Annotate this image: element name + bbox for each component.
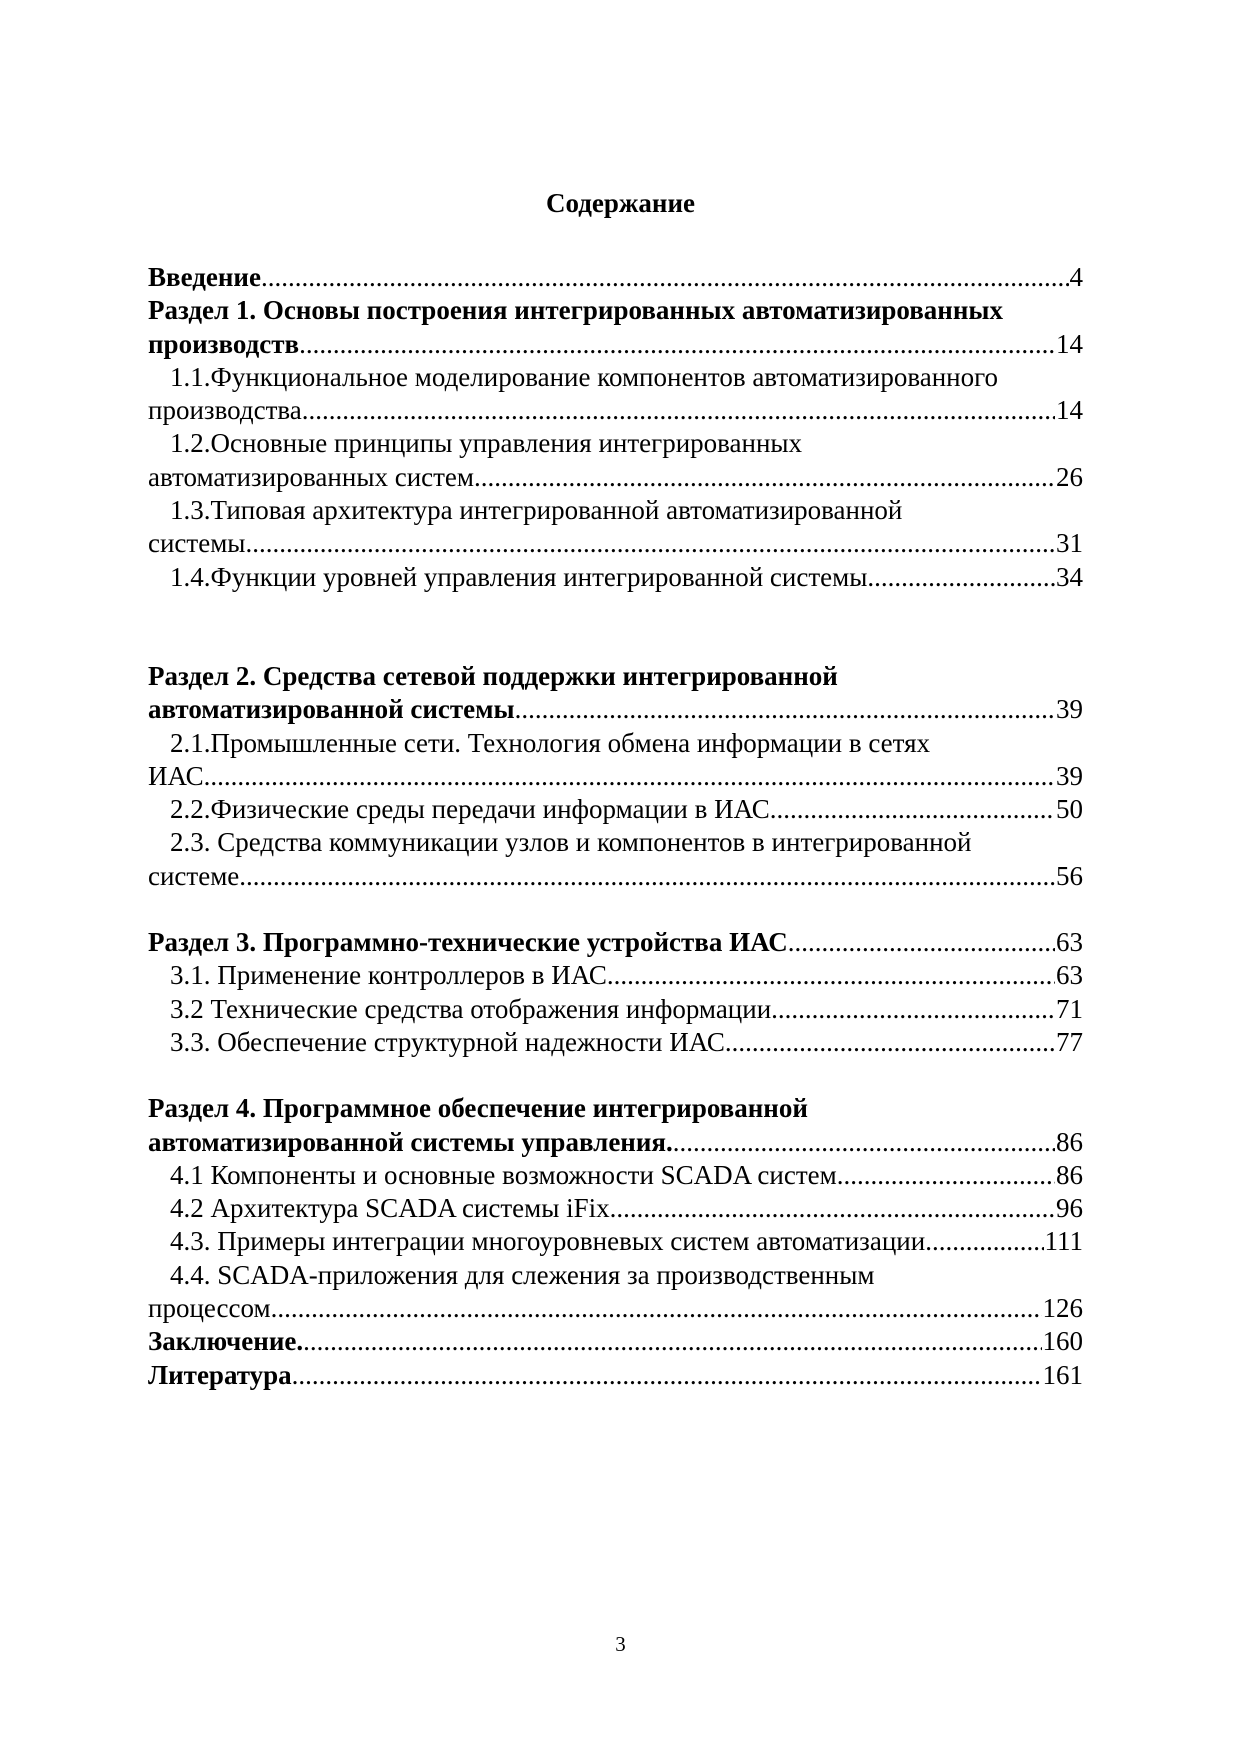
toc-entry-text: 4.3. Примеры интеграции многоуровневых систем автоматизации — [170, 1226, 926, 1257]
toc-page-number: 4 — [1069, 262, 1083, 292]
toc-leader-dots — [245, 527, 1055, 560]
toc-page-number: 34 — [1056, 561, 1083, 592]
toc-leader-dots — [770, 793, 1055, 826]
toc-entry-text: 4.2 Архитектура SCADA системы iFix — [170, 1193, 610, 1224]
toc-item-1-1-end[interactable] — [148, 394, 1083, 427]
toc-item-4-4[interactable]: 4.4. SCADA-приложения для слежения за производственным — [170, 1259, 875, 1290]
toc-page-number: 63 — [1056, 960, 1083, 991]
toc-leader-dots — [271, 1292, 1042, 1325]
toc-entry-references[interactable] — [148, 1359, 1083, 1392]
toc-entry-introduction[interactable] — [148, 261, 1083, 294]
toc-leader-dots — [303, 1325, 1041, 1358]
toc-section-4-heading[interactable]: Раздел 4. Программное обеспечение интегрированной — [148, 1093, 808, 1124]
toc-leader-dots — [837, 1159, 1055, 1192]
toc-item-3-1[interactable] — [148, 959, 1083, 992]
page-title: Содержание — [545, 188, 696, 218]
toc-page-number: 86 — [1056, 1159, 1083, 1190]
toc-leader-dots — [925, 1225, 1043, 1258]
toc-entry-text: производств — [148, 328, 300, 359]
toc-entry-text: системе — [148, 860, 240, 891]
toc-leader-dots — [725, 1026, 1055, 1059]
toc-page-number: 86 — [1056, 1126, 1083, 1157]
toc-entry-text: производства — [148, 395, 302, 426]
toc-entry-text: Введение — [148, 262, 261, 292]
toc-page-number: 160 — [1042, 1326, 1083, 1357]
toc-leader-dots — [239, 860, 1055, 893]
toc-entry-text: Заключение. — [148, 1326, 304, 1357]
section-spacer — [148, 594, 1083, 660]
toc-item-2-3-end[interactable] — [148, 860, 1083, 893]
toc-page-number: 126 — [1042, 1293, 1083, 1324]
toc-leader-dots — [515, 693, 1055, 726]
toc-item-4-4-end[interactable] — [148, 1292, 1083, 1325]
section-spacer — [148, 893, 1083, 926]
toc-entry-text: 3.3. Обеспечение структурной надежности ИАС — [170, 1026, 725, 1057]
toc-item-3-3[interactable] — [148, 1026, 1083, 1059]
toc-section-2-heading[interactable]: Раздел 2. Средства сетевой поддержки интегрированной — [148, 660, 838, 691]
toc-leader-dots — [474, 461, 1055, 494]
toc-leader-dots — [673, 1126, 1055, 1159]
page-number: 3 — [615, 1632, 626, 1656]
toc-page-number: 56 — [1056, 860, 1083, 891]
toc-entry-text: 3.1. Применение контроллеров в ИАС — [170, 960, 607, 991]
toc-item-2-1[interactable]: 2.1.Промышленные сети. Технология обмена информации в сетях — [170, 727, 930, 758]
toc-item-4-3[interactable] — [148, 1225, 1083, 1258]
toc-section-2-heading-end[interactable] — [148, 693, 1083, 726]
toc-leader-dots — [867, 561, 1055, 594]
toc-page-number: 39 — [1056, 694, 1083, 725]
toc-leader-dots — [771, 993, 1055, 1026]
toc-page-number: 14 — [1056, 328, 1083, 359]
toc-page-number: 96 — [1056, 1193, 1083, 1224]
toc-entry-text: системы — [148, 528, 246, 559]
toc-item-1-3-end[interactable] — [148, 527, 1083, 560]
toc-entry-text: 2.2.Физические среды передачи информации в ИАС — [170, 794, 770, 825]
toc-page-number: 26 — [1056, 461, 1083, 492]
toc-page-number: 31 — [1056, 528, 1083, 559]
toc-entry-text: Литература — [148, 1359, 292, 1390]
toc-entry-text: процессом — [148, 1293, 271, 1324]
toc-item-2-3[interactable]: 2.3. Средства коммуникации узлов и компонентов в интегрированной — [170, 827, 972, 858]
toc-section-4-heading-end[interactable] — [148, 1126, 1083, 1159]
toc-item-4-2[interactable] — [148, 1192, 1083, 1225]
toc-leader-dots — [788, 926, 1055, 959]
toc-leader-dots — [204, 760, 1055, 793]
table-of-contents — [148, 261, 1083, 1392]
toc-page-number: 14 — [1056, 395, 1083, 426]
toc-leader-dots — [607, 959, 1055, 992]
toc-page-number: 50 — [1056, 794, 1083, 825]
toc-page-number: 71 — [1056, 993, 1083, 1024]
toc-entry-text: автоматизированной системы управления. — [148, 1126, 673, 1157]
toc-leader-dots — [261, 261, 1069, 294]
toc-page-number: 161 — [1042, 1359, 1083, 1390]
toc-page-number: 39 — [1056, 760, 1083, 791]
toc-entry-text: 4.1 Компоненты и основные возможности SCADA систем — [170, 1159, 837, 1190]
toc-leader-dots — [302, 394, 1055, 427]
toc-page-number: 77 — [1056, 1026, 1083, 1057]
toc-entry-text: ИАС — [148, 760, 204, 791]
toc-page-number: 111 — [1044, 1226, 1083, 1257]
toc-entry-text: 1.4.Функции уровней управления интегрированной системы — [170, 561, 868, 592]
toc-section-1-heading[interactable]: Раздел 1. Основы построения интегрированных автоматизированных — [148, 295, 1003, 326]
toc-item-1-2-end[interactable] — [148, 461, 1083, 494]
toc-entry-text: автоматизированной системы — [148, 694, 515, 725]
section-spacer — [148, 1059, 1083, 1092]
toc-leader-dots — [299, 328, 1055, 361]
toc-leader-dots — [610, 1192, 1055, 1225]
toc-item-2-2[interactable] — [148, 793, 1083, 826]
toc-item-1-1[interactable]: 1.1.Функциональное моделирование компонентов автоматизированного — [170, 361, 999, 392]
toc-entry-text: Раздел 3. Программно-технические устройства ИАС — [148, 927, 788, 958]
toc-item-4-1[interactable] — [148, 1159, 1083, 1192]
toc-entry-conclusion[interactable] — [148, 1325, 1083, 1358]
toc-item-2-1-end[interactable] — [148, 760, 1083, 793]
toc-item-3-2[interactable] — [148, 993, 1083, 1026]
toc-item-1-2[interactable]: 1.2.Основные принципы управления интегрированных — [170, 428, 803, 459]
toc-section-1-heading-end[interactable] — [148, 328, 1083, 361]
toc-entry-text: 3.2 Технические средства отображения информации — [170, 993, 772, 1024]
toc-item-1-3[interactable]: 1.3.Типовая архитектура интегрированной автоматизированной — [170, 495, 903, 526]
toc-section-3-heading[interactable] — [148, 926, 1083, 959]
toc-entry-text: автоматизированных систем — [148, 461, 474, 492]
toc-item-1-4[interactable] — [148, 561, 1083, 594]
toc-leader-dots — [292, 1359, 1042, 1392]
toc-page-number: 63 — [1056, 927, 1083, 958]
